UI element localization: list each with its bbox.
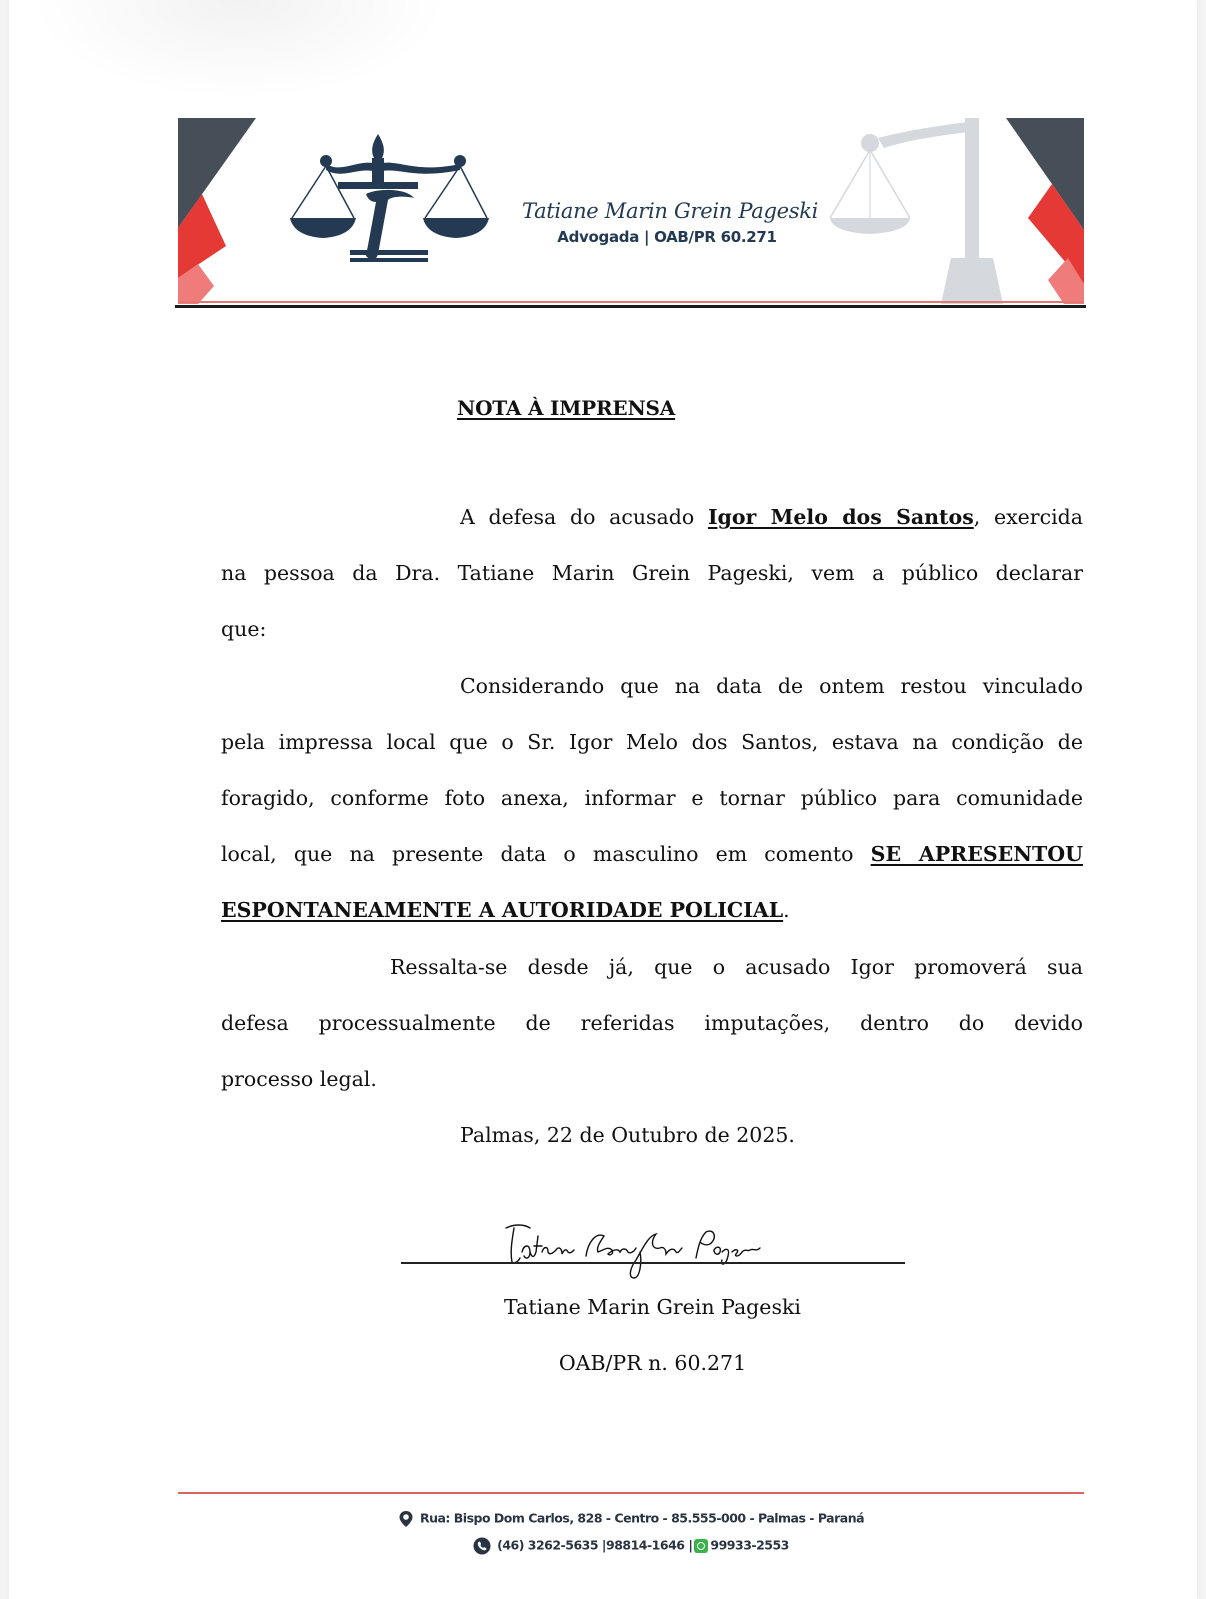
signature-line <box>401 1262 905 1264</box>
handwritten-signature <box>500 1222 770 1282</box>
date-line: Palmas, 22 de Outubro de 2025. <box>460 1123 795 1147</box>
letterhead-brand-name: Tatiane Marin Grein Pageski <box>522 199 819 223</box>
emphasis-bold: SE APRESENTOU <box>870 842 1083 866</box>
paragraph-1-line-3: que: <box>221 617 267 641</box>
separator: | <box>601 1537 606 1553</box>
page-shadow <box>29 0 449 100</box>
footer-phones <box>178 1537 1084 1555</box>
paragraph-2-line-5 <box>221 898 1083 928</box>
letterhead-brand-subtitle: Advogada | OAB/PR 60.271 <box>557 228 777 246</box>
text-run: , exercida <box>973 505 1083 529</box>
text-run: . <box>783 898 790 922</box>
scale-of-justice-logo-icon <box>290 134 489 262</box>
paragraph-3-line-1: Ressalta-se desde já, que o acusado Igor promoverá sua <box>390 955 1083 979</box>
accused-name-bold: Igor Melo dos Santos <box>707 505 974 529</box>
text-run: local, que na presente data o masculino em comento <box>221 842 871 866</box>
whatsapp-number: 99933-2553 <box>710 1537 789 1553</box>
banner-red-rule <box>178 301 1084 303</box>
paragraph-2-line-3: foragido, conforme foto anexa, informar e tornar público para comunidade <box>221 786 1083 810</box>
separator: | <box>688 1537 693 1553</box>
whatsapp-icon <box>694 1539 708 1553</box>
paragraph-2-line-4 <box>221 842 1083 872</box>
footer-rule <box>178 1492 1084 1494</box>
paragraph-1-line-2: na pessoa da Dra. Tatiane Marin Grein Pageski, vem a público declarar <box>221 561 1083 585</box>
paragraph-3-line-3: processo legal. <box>221 1067 377 1091</box>
paragraph-3-line-2: defesa processualmente de referidas imputações, dentro do devido <box>221 1011 1083 1035</box>
address-text: Rua: Bispo Dom Carlos, 828 - Centro - 85.555-000 - Palmas - Paraná <box>419 1510 865 1526</box>
paragraph-2-line-2: pela impressa local que o Sr. Igor Melo dos Santos, estava na condição de <box>221 730 1083 754</box>
faint-scale-icon <box>830 118 1003 304</box>
paragraph-1-line-1 <box>460 505 1083 535</box>
phone-number-1: (46) 3262-5635 <box>497 1537 599 1553</box>
signer-oab: OAB/PR n. 60.271 <box>558 1351 747 1375</box>
signer-name: Tatiane Marin Grein Pageski <box>504 1295 801 1319</box>
document-title: NOTA À IMPRENSA <box>457 396 676 420</box>
phone-icon <box>473 1537 491 1555</box>
phone-number-2: 98814-1646 <box>606 1537 685 1553</box>
footer-address <box>178 1510 1084 1528</box>
text-run: A defesa do acusado <box>460 505 708 529</box>
banner-bottom-rule <box>175 305 1086 308</box>
paragraph-2-line-1: Considerando que na data de ontem restou vinculado <box>460 674 1083 698</box>
location-pin-icon <box>398 1510 414 1528</box>
emphasis-bold: ESPONTANEAMENTE A AUTORIDADE POLICIAL <box>221 898 784 922</box>
